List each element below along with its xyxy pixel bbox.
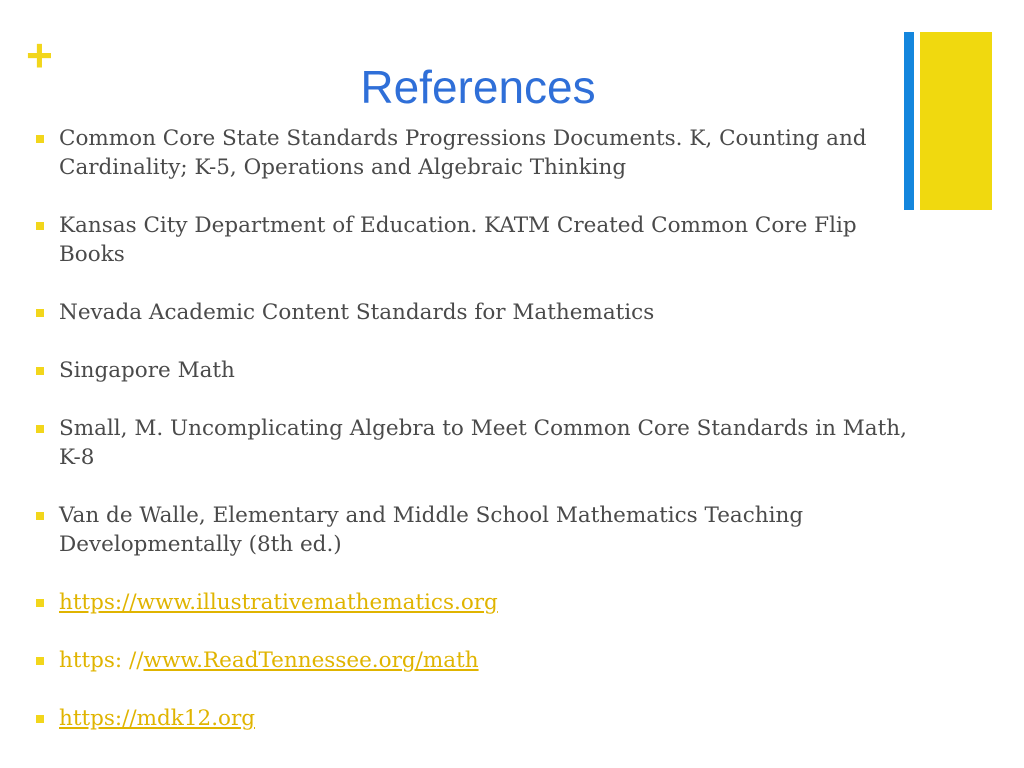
reference-text: Nevada Academic Content Standards for Mathematics — [59, 300, 655, 325]
square-bullet-icon — [36, 135, 44, 143]
reference-text: Small, M. Uncomplicating Algebra to Meet Common Core Standards in Math, K-8 — [59, 416, 907, 470]
square-bullet-icon — [36, 367, 44, 375]
reference-link-item — [34, 588, 914, 617]
reference-text: Singapore Math — [59, 358, 235, 383]
reference-link-item — [34, 646, 914, 675]
reference-item — [34, 124, 914, 182]
square-bullet-icon — [36, 222, 44, 230]
references-list — [34, 124, 914, 762]
square-bullet-icon — [36, 715, 44, 723]
square-bullet-icon — [36, 657, 44, 665]
reference-item — [34, 298, 914, 327]
slide-title: References — [360, 61, 596, 113]
reference-text: Van de Walle, Elementary and Middle School Mathematics Teaching Developmentally (8th ed.) — [59, 503, 804, 557]
square-bullet-icon — [36, 309, 44, 317]
square-bullet-icon — [36, 512, 44, 520]
link-mdk12[interactable]: https://mdk12.org — [59, 706, 256, 731]
reference-text: Common Core State Standards Progressions Documents. K, Counting and Cardinality; K-5, Operations and Algebraic Thinking — [59, 126, 867, 180]
square-bullet-icon — [36, 599, 44, 607]
reference-item — [34, 501, 914, 559]
link-read-tennessee[interactable]: www.ReadTennessee.org/math — [143, 648, 479, 673]
reference-item — [34, 211, 914, 269]
plus-icon: + — [26, 29, 53, 81]
link-illustrative-mathematics[interactable]: https://www.illustrativemathematics.org — [59, 590, 498, 615]
reference-text: Kansas City Department of Education. KATM Created Common Core Flip Books — [59, 213, 857, 267]
reference-item — [34, 414, 914, 472]
decorative-yellow-block — [920, 32, 992, 210]
square-bullet-icon — [36, 425, 44, 433]
reference-item — [34, 356, 914, 385]
link-prefix-text: https: // — [59, 648, 144, 673]
reference-link-item — [34, 704, 914, 733]
